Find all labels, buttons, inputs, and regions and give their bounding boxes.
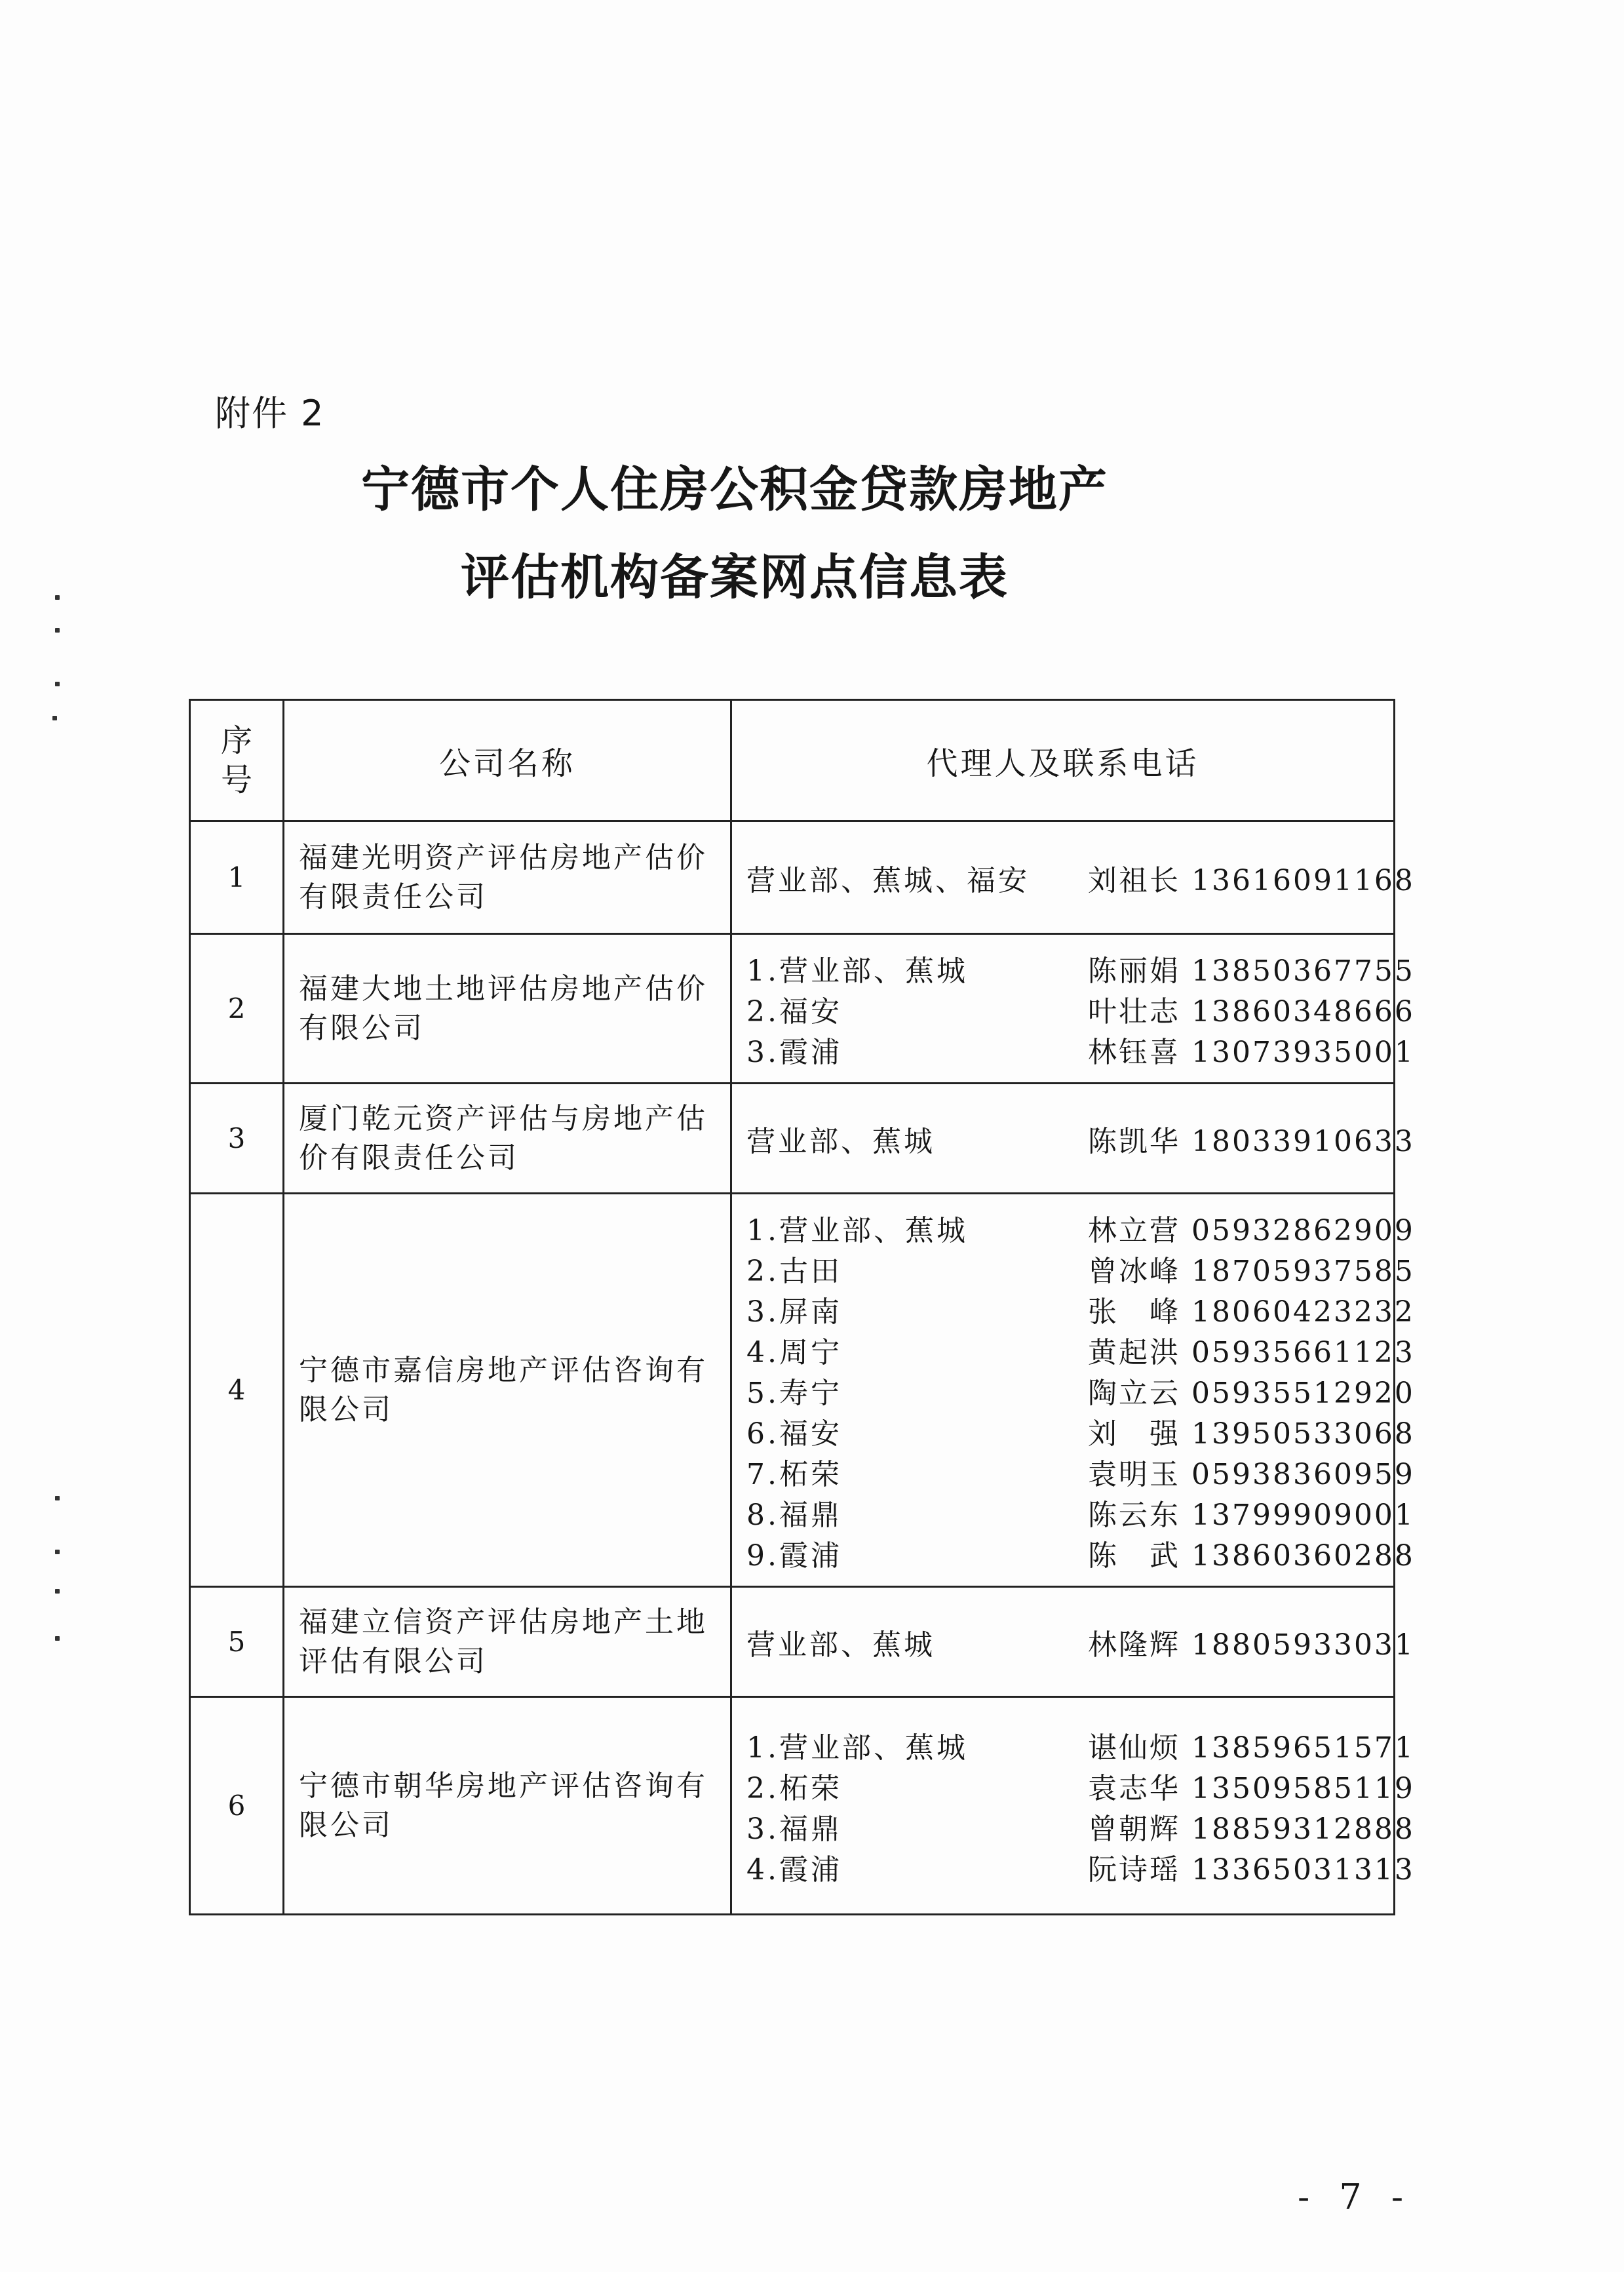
agent-entry [746, 1847, 1415, 1887]
row-number: 2 [190, 934, 284, 1084]
table-row [190, 1587, 1395, 1697]
table-row [190, 1084, 1395, 1194]
company-name: 宁德市朝华房地产评估咨询有限公司 [284, 1697, 731, 1915]
company-name: 福建大地土地评估房地产估价有限公司 [284, 934, 731, 1084]
branch-name: 3.霞浦 [746, 1035, 842, 1069]
agents-cell [731, 1697, 1415, 1915]
agent-contact: 陈 武 13860360288 [1088, 1538, 1415, 1573]
agent-contact: 陈丽娟 13850367755 [1088, 954, 1415, 988]
appraisal-agency-table [189, 699, 1415, 1915]
document-title-line-2: 评估机构备案网点信息表 [461, 549, 1009, 606]
agent-entry [746, 1725, 1415, 1765]
agents-cell [731, 821, 1415, 934]
table-row [190, 821, 1395, 934]
header-company: 公司名称 [284, 700, 731, 821]
branch-name: 5.寿宁 [746, 1376, 842, 1410]
agent-contact: 袁明玉 05938360959 [1088, 1457, 1415, 1491]
agent-entry [746, 1207, 1415, 1248]
agent-contact: 阮诗瑶 13365031313 [1088, 1852, 1415, 1887]
agent-contact: 张 峰 18060423232 [1088, 1295, 1415, 1329]
row-number: 6 [190, 1697, 284, 1915]
agent-entry [746, 1029, 1415, 1070]
header-agents: 代理人及联系电话 [731, 700, 1395, 821]
scan-mark [55, 595, 60, 600]
agent-contact: 袁志华 13509585119 [1088, 1771, 1415, 1805]
agent-entry [746, 1451, 1415, 1492]
agent-entry [746, 1411, 1415, 1451]
header-seq-text: 序号 [221, 722, 253, 798]
agents-cell [731, 934, 1415, 1084]
agent-entry [746, 948, 1415, 989]
agent-entry [746, 1329, 1415, 1370]
row-number: 3 [190, 1084, 284, 1194]
branch-name: 2.福安 [746, 994, 842, 1028]
table-row [190, 1194, 1395, 1587]
attachment-label: 附件 2 [215, 393, 325, 434]
scan-mark [55, 1496, 60, 1500]
branch-name: 营业部、蕉城 [746, 1124, 935, 1158]
branch-name: 1.营业部、蕉城 [746, 1731, 968, 1765]
branch-name: 2.柘荣 [746, 1771, 842, 1805]
branch-name: 1.营业部、蕉城 [746, 1213, 968, 1247]
agent-entry [746, 1806, 1415, 1847]
branch-name: 6.福安 [746, 1417, 842, 1451]
branch-name: 7.柘荣 [746, 1457, 842, 1491]
branch-name: 4.周宁 [746, 1335, 842, 1369]
row-number: 4 [190, 1194, 284, 1587]
scan-mark [55, 1550, 60, 1554]
agent-entry [746, 1289, 1415, 1329]
branch-name: 9.霞浦 [746, 1538, 842, 1573]
branch-name: 营业部、蕉城、福安 [746, 863, 1030, 897]
branch-name: 4.霞浦 [746, 1852, 842, 1887]
branch-name: 1.营业部、蕉城 [746, 954, 968, 988]
agent-entry [746, 857, 1415, 898]
page-number: - 7 - [1298, 2176, 1413, 2218]
agents-cell [731, 1194, 1415, 1587]
branch-name: 2.古田 [746, 1254, 842, 1288]
agent-entry [746, 1370, 1415, 1411]
agents-cell [731, 1587, 1415, 1697]
agent-contact: 林钰喜 13073935001 [1088, 1035, 1415, 1069]
company-name: 宁德市嘉信房地产评估咨询有限公司 [284, 1194, 731, 1587]
branch-name: 营业部、蕉城 [746, 1628, 935, 1662]
scan-mark [55, 1636, 60, 1641]
agent-entry [746, 1765, 1415, 1806]
company-name: 福建光明资产评估房地产估价有限责任公司 [284, 821, 731, 934]
scan-mark [55, 628, 60, 633]
company-name: 厦门乾元资产评估与房地产估价有限责任公司 [284, 1084, 731, 1194]
agent-entry [746, 1622, 1415, 1662]
branch-name: 8.福鼎 [746, 1498, 842, 1532]
row-number: 5 [190, 1587, 284, 1697]
scan-mark [55, 682, 60, 686]
agent-contact: 叶壮志 13860348666 [1088, 994, 1415, 1028]
agent-contact: 陈凯华 18033910633 [1088, 1124, 1415, 1158]
agent-contact: 谌仙烦 13859651571 [1088, 1731, 1415, 1765]
table-row [190, 934, 1395, 1084]
branch-name: 3.福鼎 [746, 1812, 842, 1846]
agent-entry [746, 1248, 1415, 1289]
table-row [190, 1697, 1395, 1915]
agent-contact: 黄起洪 05935661123 [1088, 1335, 1415, 1369]
agent-contact: 刘祖长 13616091168 [1088, 863, 1415, 897]
agent-contact: 陶立云 05935512920 [1088, 1376, 1415, 1410]
company-name: 福建立信资产评估房地产土地评估有限公司 [284, 1587, 731, 1697]
agent-contact: 刘 强 13950533068 [1088, 1417, 1415, 1451]
branch-name: 3.屏南 [746, 1295, 842, 1329]
agent-entry [746, 1492, 1415, 1533]
scan-mark [55, 1589, 60, 1594]
agent-entry [746, 1533, 1415, 1573]
agents-cell [731, 1084, 1415, 1194]
agent-contact: 陈云东 13799909001 [1088, 1498, 1415, 1532]
agent-entry [746, 989, 1415, 1029]
row-number: 1 [190, 821, 284, 934]
agent-contact: 林隆辉 18805933031 [1088, 1628, 1415, 1662]
document-title-line-1: 宁德市个人住房公积金贷款房地产 [361, 461, 1108, 518]
agent-entry [746, 1118, 1415, 1159]
agent-contact: 曾朝辉 18859312888 [1088, 1812, 1415, 1846]
scan-mark [52, 716, 57, 720]
agent-contact: 林立营 05932862909 [1088, 1213, 1415, 1247]
table-header-row [190, 700, 1395, 821]
agent-contact: 曾冰峰 18705937585 [1088, 1254, 1415, 1288]
header-seq [190, 700, 284, 821]
